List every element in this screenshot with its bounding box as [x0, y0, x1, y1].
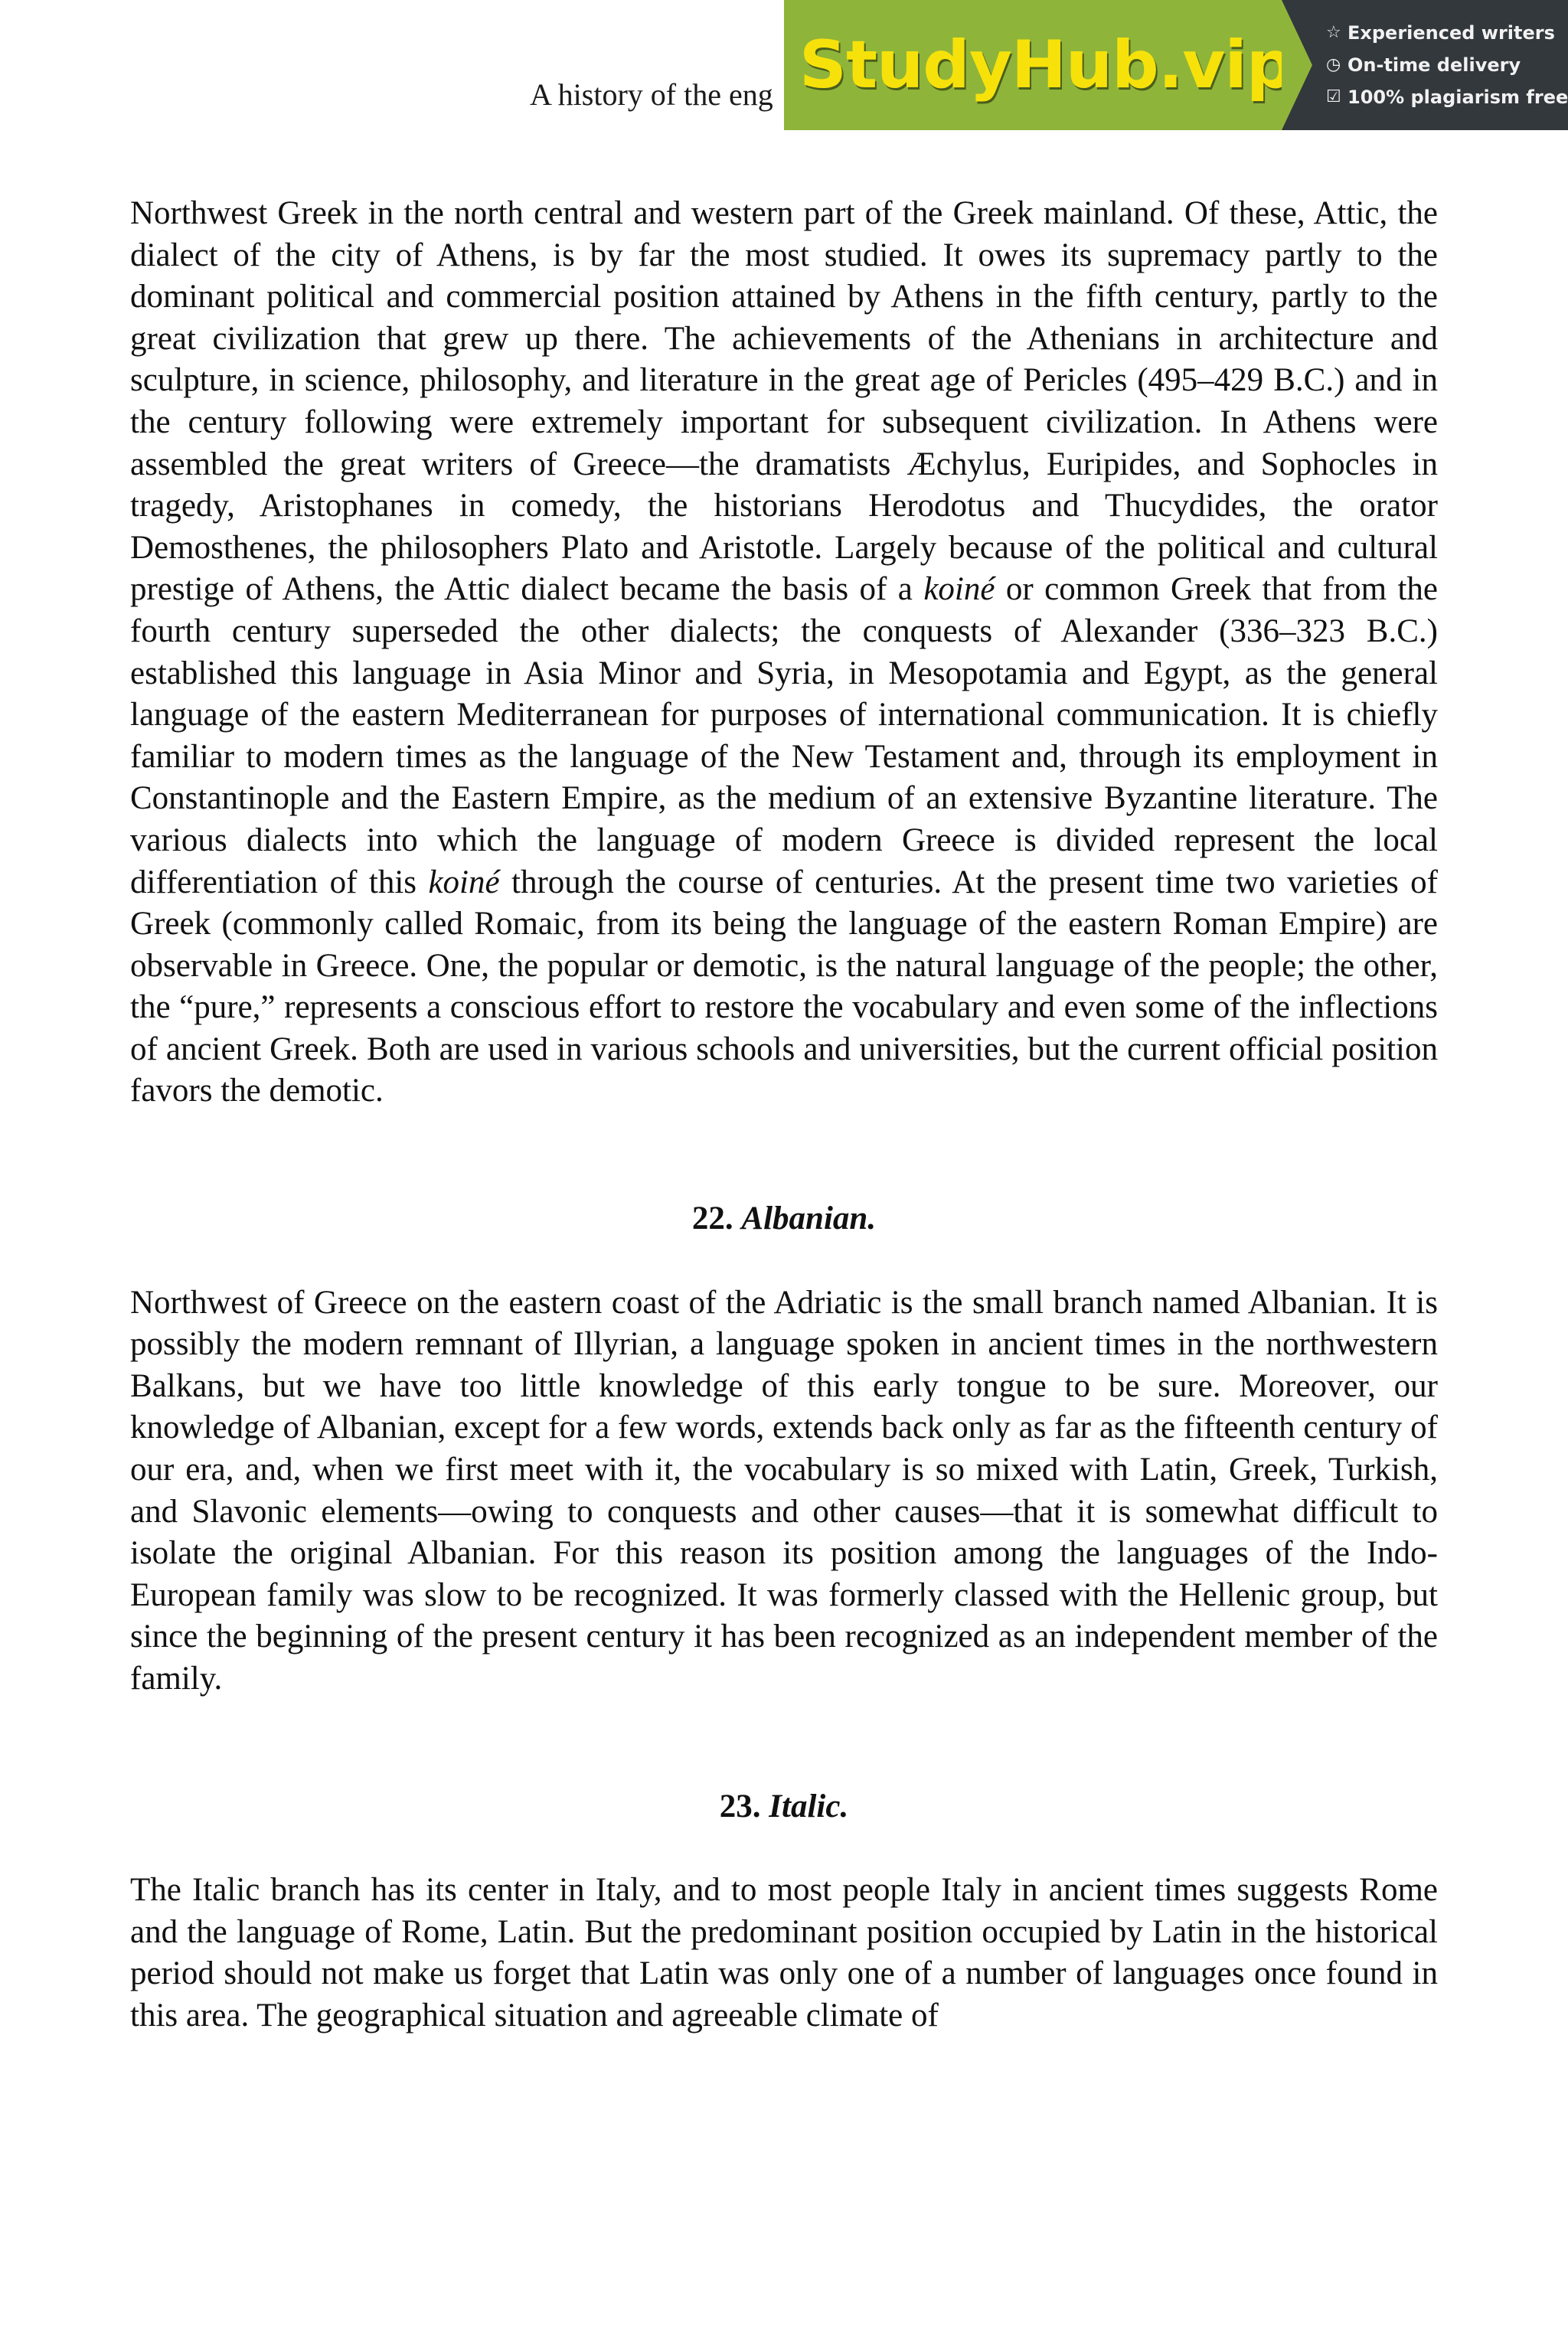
check-icon: ☑ [1326, 87, 1341, 106]
star-icon: ☆ [1326, 23, 1341, 42]
paragraph-italic: The Italic branch has its center in Italy, and to most people Italy in ancient times suggests Rome and the language of Rome, Latin. But the predominant position occupied by Latin in the historical period should not make us forget that Latin was only one of a number of languages once found in this area. The geographical situation and agreeable climate of [130, 1872, 1438, 2034]
section-heading-italic [130, 1786, 1438, 1828]
banner-features [1282, 0, 1568, 130]
clock-icon: ◷ [1326, 55, 1341, 74]
feature-plagiarism-free [1326, 83, 1568, 111]
paragraph-attic-dialect [130, 193, 1438, 1112]
text-run: or common Greek that from the fourth century superseded the other dialects; the conquests of Alexander (336–323 B.C.) established this language in Asia Minor and Syria, in Mesopotamia and Egypt, as the general language of the eastern Mediterranean for purposes of international communication. It is chiefly familiar to modern times as the language of the New Testament and, through its employment in Constantinople and the Eastern Empire, as the medium of an extensive Byzantine literature. The various dialects into which the language of modern Greece is divided represent the local differentiation of this [130, 571, 1438, 900]
paragraph-albanian: Northwest of Greece on the eastern coast of the Adriatic is the small branch named Albanian. It is possibly the modern remnant of Illyrian, a language spoken in ancient times in the northwestern Balkans, but we have too little knowledge of this early tongue to be sure. Moreover, our knowledge of Albanian, except for a few words, extends back only as far as the fifteenth century of our era, and, when we first meet with it, the vocabulary is so mixed with Latin, Greek, Turkish, and Slavonic elements—owing to conquests and other causes—that it is somewhat difficult to isolate the original Albanian. For this reason its position among the languages of the Indo-European family was slow to be recognized. It was formerly classed with the Hellenic group, but since the beginning of the present century it has been recognized as an independent member of the family. [130, 1284, 1438, 1697]
section-title: Albanian. [741, 1200, 877, 1237]
section-heading-albanian [130, 1198, 1438, 1240]
logo-text: StudyHub.vip [799, 27, 1293, 103]
feature-experienced-writers [1326, 19, 1568, 47]
section-title: Italic. [769, 1788, 849, 1824]
feature-on-time-delivery [1326, 51, 1568, 79]
section-number: 22. [691, 1200, 733, 1237]
feature-label: Experienced writers [1348, 22, 1555, 44]
running-header: A history of the eng [530, 77, 773, 112]
italic-term: koiné [923, 571, 995, 608]
page-body [130, 193, 1438, 2037]
section-number: 23. [719, 1788, 761, 1824]
feature-label: 100% plagiarism free [1348, 87, 1568, 108]
studyhub-banner[interactable] [784, 0, 1568, 130]
studyhub-logo[interactable] [784, 0, 1293, 130]
text-run: Northwest Greek in the north central and western part of the Greek mainland. Of these, Attic, the dialect of the city of Athens, is by far the most studied. It owes its supremacy partly to the dominant political and commercial position attained by Athens in the fifth century, partly to the great civilization that grew up there. The achievements of the Athenians in architecture and sculpture, in science, philosophy, and literature in the great age of Pericles (495–429 B.C.) and in the century following were extremely important for subsequent civilization. In Athens were assembled the great writers of Greece—the dramatists Æchylus, Euripides, and Sophocles in tragedy, Aristophanes in comedy, the historians Herodotus and Thucydides, the orator Demosthenes, the philosophers Plato and Aristotle. Largely because of the political and cultural prestige of Athens, the Attic dialect became the basis of a [130, 195, 1438, 608]
feature-label: On-time delivery [1348, 54, 1521, 76]
text-run: through the course of centuries. At the present time two varieties of Greek (commonly called Romaic, from its being the language of the eastern Roman Empire) are observable in Greece. One, the popular or demotic, is the natural language of the people; the other, the “pure,” represents a conscious effort to restore the vocabulary and even some of the inflections of ancient Greek. Both are used in various schools and universities, but the current official position favors the demotic. [130, 864, 1438, 1109]
italic-term: koiné [428, 864, 500, 900]
